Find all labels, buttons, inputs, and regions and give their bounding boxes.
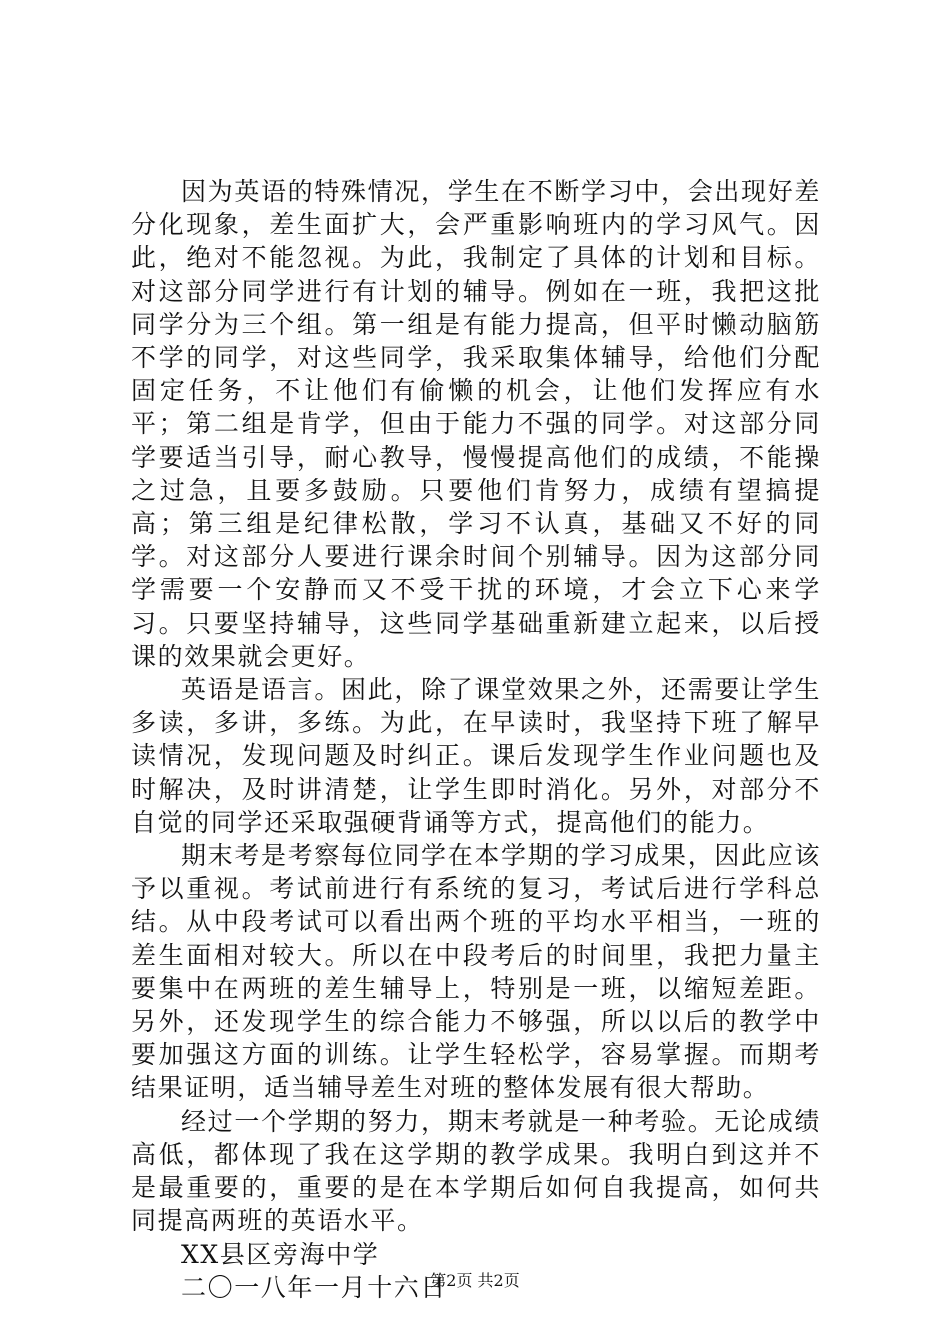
paragraph-tutoring-weak-students: 因为英语的特殊情况，学生在不断学习中，会出现好差分化现象，差生面扩大，会严重影响班内的学习风气。因此，绝对不能忽视。为此，我制定了具体的计划和目标。对这部分同学进行有计划的辅导。例如在一班，我把这批同学分为三个组。第一组是有能力提高，但平时懒动脑筋不学的同学，对这些同学，我采取集体辅导，给他们分配固定任务，不让他们有偷懒的机会，让他们发挥应有水平；第二组是肯学，但由于能力不强的同学。对这部分同学要适当引导，耐心教导，慢慢提高他们的成绩，不能操之过急，且要多鼓励。只要他们肯努力，成绩有望搞提高；第三组是纪律松散，学习不认真，基础又不好的同学。对这部分人要进行课余时间个别辅导。因为这部分同学需要一个安静而又不受干扰的环境，才会立下心来学习。只要坚持辅导，这些同学基础重新建立起来，以后授课的效果就会更好。: [131, 177, 821, 671]
signature-organization: XX县区旁海中学: [181, 1239, 380, 1269]
paragraph-semester-summary: 经过一个学期的努力，期末考就是一种考验。无论成绩高低，都体现了我在这学期的教学成果。我明白到这并不是最重要的，重要的是在本学期后如何自我提高，如何共同提高两班的英语水平。: [131, 1106, 821, 1236]
signature-date: 二〇一八年一月十六日: [181, 1272, 448, 1302]
paragraph-language-practice: 英语是语言。困此，除了课堂效果之外，还需要让学生多读，多讲，多练。为此，在早读时，我坚持下班了解早读情况，发现问题及时纠正。课后发现学生作业问题也及时解决，及时讲清楚，让学生即时消化。另外，对部分不自觉的同学还采取强硬背诵等方式，提高他们的能力。: [131, 675, 821, 837]
page-number-footer: 第2页 共2页: [430, 1271, 520, 1290]
document-body: [131, 175, 821, 1304]
paragraph-final-exam: 期末考是考察每位同学在本学期的学习成果，因此应该予以重视。考试前进行有系统的复习，考试后进行学科总结。从中段考试可以看出两个班的平均水平相当，一班的差生面相对较大。所以在中段考后的时间里，我把力量主要集中在两班的差生辅导上，特别是一班，以缩短差距。另外，还发现学生的综合能力不够强，所以以后的教学中要加强这方面的训练。让学生轻松学，容易掌握。而期考结果证明，适当辅导差生对班的整体发展有很大帮助。: [131, 841, 821, 1103]
